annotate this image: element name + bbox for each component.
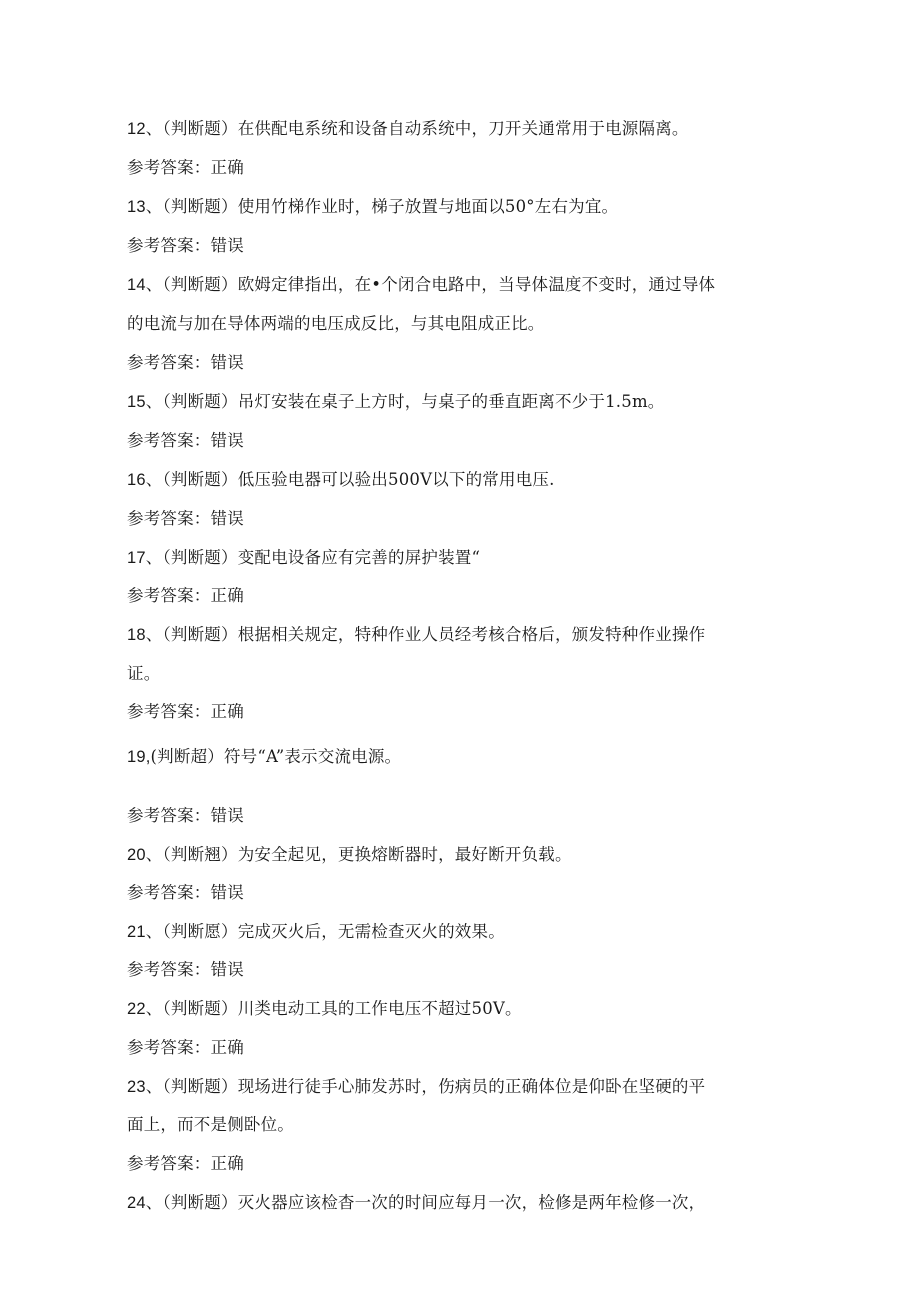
question-number: 24、: [127, 1194, 163, 1212]
question-16: [127, 469, 555, 491]
answer-label: 参考答案：: [127, 509, 211, 528]
answer-value: 正确: [210, 158, 244, 177]
question-18-continued: 证。: [127, 664, 161, 683]
answer-23: [127, 1153, 244, 1175]
question-text: （判断题）低压验电器可以验出500V以下的常用电压.: [162, 470, 555, 489]
question-text: （判断题）欧姆定律指出，在•个闭合电路中，当导体温度不变时，通过导体: [162, 275, 716, 294]
answer-label: 参考答案：: [127, 1038, 211, 1057]
answer-label: 参考答案：: [127, 158, 211, 177]
answer-18: [127, 701, 244, 723]
answer-14: [127, 352, 244, 374]
question-text: (判断超）符号“A”表示交流电源。: [150, 747, 402, 766]
question-19: [127, 746, 401, 768]
answer-label: 参考答案：: [127, 883, 211, 902]
answer-value: 错误: [210, 960, 244, 979]
question-23-continued: 面上，而不是侧卧位。: [127, 1115, 294, 1134]
question-24: [127, 1192, 705, 1214]
answer-16: [127, 508, 244, 530]
question-number: 18、: [127, 626, 163, 644]
answer-value: 错误: [210, 431, 244, 450]
question-text: （判断题）使用竹梯作业时，梯子放置与地面以50°左右为宜。: [162, 197, 619, 216]
question-number: 19,: [127, 748, 151, 766]
answer-label: 参考答案：: [127, 431, 211, 450]
answer-value: 错误: [210, 236, 244, 255]
question-14-continued: 的电流与加在导体两端的电压成反比，与其电阻成正比。: [127, 314, 545, 333]
question-text: （判断翘）为安全起见，更换熔断器时，最好断开负载。: [162, 845, 572, 864]
answer-value: 错误: [210, 353, 244, 372]
question-text: （判断题）灭火器应该检杳一次的时间应每月一次，检修是两年检修一次，: [162, 1193, 706, 1212]
question-17: [127, 547, 480, 569]
question-21: [127, 921, 505, 943]
answer-label: 参考答案：: [127, 236, 211, 255]
answer-21: [127, 959, 244, 981]
answer-value: 正确: [210, 586, 244, 605]
answer-value: 正确: [210, 702, 244, 721]
answer-22: [127, 1037, 244, 1059]
question-12: [127, 118, 689, 140]
question-number: 20、: [127, 846, 163, 864]
question-text: （判断题）现场进行徒手心肺发苏时，伤病员的正确体位是仰卧在坚硬的平: [162, 1077, 706, 1096]
question-14: [127, 274, 715, 296]
answer-value: 错误: [210, 509, 244, 528]
answer-20: [127, 882, 244, 904]
answer-19: [127, 805, 244, 827]
question-number: 14、: [127, 276, 163, 294]
question-text: （判断题）吊灯安装在桌子上方时，与桌子的垂直距离不少于1.5m。: [162, 392, 665, 411]
question-text: （判断题）变配电设备应有完善的屏护装置“: [162, 548, 481, 567]
answer-label: 参考答案：: [127, 353, 211, 372]
answer-label: 参考答案：: [127, 1154, 211, 1173]
question-number: 17、: [127, 549, 163, 567]
question-number: 21、: [127, 923, 163, 941]
answer-15: [127, 430, 244, 452]
answer-12: [127, 157, 244, 179]
question-text: （判断题）根据相关规定，特种作业人员经考核合格后，颁发特种作业操作: [162, 625, 706, 644]
question-text: （判断题）在供配电系统和设备自动系统中，刀开关通常用于电源隔离。: [162, 119, 689, 138]
question-number: 12、: [127, 120, 163, 138]
question-15: [127, 391, 665, 413]
question-20: [127, 844, 572, 866]
answer-label: 参考答案：: [127, 960, 211, 979]
answer-13: [127, 235, 244, 257]
question-number: 23、: [127, 1078, 163, 1096]
question-18: [127, 624, 705, 646]
answer-value: 正确: [210, 1038, 244, 1057]
question-number: 22、: [127, 1000, 163, 1018]
question-23: [127, 1076, 705, 1098]
answer-value: 错误: [210, 883, 244, 902]
answer-label: 参考答案：: [127, 702, 211, 721]
question-number: 13、: [127, 198, 163, 216]
question-number: 15、: [127, 393, 163, 411]
answer-label: 参考答案：: [127, 806, 211, 825]
question-13: [127, 196, 618, 218]
answer-17: [127, 585, 244, 607]
question-text: （判断题）川类电动工具的工作电压不超过50V。: [162, 999, 522, 1018]
answer-value: 正确: [210, 1154, 244, 1173]
question-22: [127, 998, 522, 1020]
question-number: 16、: [127, 471, 163, 489]
question-text: （判断愿）完成灭火后，无需检查灭火的效果。: [162, 922, 505, 941]
answer-value: 错误: [210, 806, 244, 825]
answer-label: 参考答案：: [127, 586, 211, 605]
